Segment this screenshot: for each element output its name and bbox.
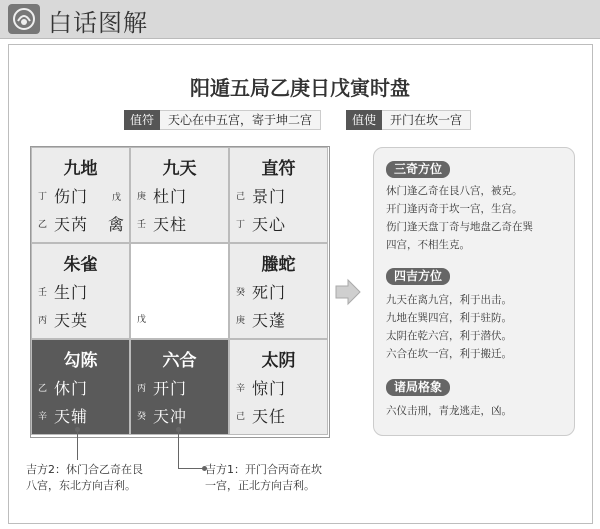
star-name: 天冲 bbox=[153, 407, 188, 426]
zhifu-label: 值符 bbox=[124, 110, 160, 130]
heaven-stem: 癸 bbox=[236, 288, 246, 298]
note-label: 吉方2： bbox=[26, 463, 66, 476]
note-lucky-1 bbox=[205, 462, 375, 494]
palace-xun-4 bbox=[31, 147, 130, 243]
palace-kan-1 bbox=[130, 339, 229, 435]
note-line: 一宫，正北方向吉利。 bbox=[205, 479, 315, 492]
chart-title: 阳遁五局乙庚日戊寅时盘 bbox=[190, 76, 410, 100]
palace-qian-6 bbox=[229, 339, 328, 435]
zhifu-value: 天心在中五宫，寄于坤二宫 bbox=[160, 110, 321, 130]
heaven-stem: 丁 bbox=[38, 192, 48, 202]
door-name: 开门 bbox=[153, 379, 188, 398]
palace-li-9 bbox=[130, 147, 229, 243]
note-line: 休门合乙奇在艮 bbox=[66, 463, 143, 476]
header-bar bbox=[0, 0, 600, 39]
palace-gen-8 bbox=[31, 339, 130, 435]
heaven-stem: 辛 bbox=[236, 384, 246, 394]
earth-stem: 辛 bbox=[38, 412, 48, 422]
star-name: 天芮 bbox=[54, 215, 89, 234]
star-name: 天辅 bbox=[54, 407, 89, 426]
text-line: 休门逢乙奇在艮八宫，被克。 bbox=[386, 185, 523, 197]
palace-god: 朱雀 bbox=[63, 255, 98, 275]
section-title: 诸局格象 bbox=[386, 379, 450, 396]
palace-dui-7 bbox=[229, 243, 328, 339]
palace-zhen-3 bbox=[31, 243, 130, 339]
note-line: 开门合丙奇在坎 bbox=[245, 463, 322, 476]
door-name: 景门 bbox=[252, 187, 287, 206]
zhishi-label: 值使 bbox=[346, 110, 382, 130]
star-name: 天英 bbox=[54, 311, 89, 330]
palace-god: 太阴 bbox=[261, 351, 296, 371]
zhishi-info bbox=[346, 110, 471, 130]
door-name: 杜门 bbox=[153, 187, 188, 206]
heaven-stem: 庚 bbox=[137, 192, 147, 202]
door-name: 生门 bbox=[54, 283, 89, 302]
text-line: 太阴在乾六宫，利于潜伏。 bbox=[386, 330, 512, 342]
zhishi-value: 开门在坎一宫 bbox=[382, 110, 471, 130]
palace-god: 螣蛇 bbox=[261, 255, 296, 275]
palace-god: 九地 bbox=[63, 159, 98, 179]
arrow-right-icon bbox=[335, 278, 361, 310]
section-body bbox=[386, 291, 571, 363]
header-title: 白话图解 bbox=[48, 9, 148, 37]
palace-god: 勾陈 bbox=[63, 351, 98, 371]
section-body bbox=[386, 402, 571, 420]
heaven-stem: 壬 bbox=[38, 288, 48, 298]
heaven-stem: 己 bbox=[236, 192, 246, 202]
palace-god: 九天 bbox=[162, 159, 197, 179]
text-line: 开门逢丙奇于坎一宫，生宫。 bbox=[386, 203, 523, 215]
earth-stem: 戊 bbox=[137, 315, 147, 325]
door-name: 伤门 bbox=[54, 187, 89, 206]
door-name: 休门 bbox=[54, 379, 89, 398]
explanation-panel bbox=[373, 147, 575, 436]
leader-line-left bbox=[77, 430, 78, 460]
star-name: 天蓬 bbox=[252, 311, 287, 330]
note-line: 八宫，东北方向吉利。 bbox=[26, 479, 136, 492]
earth-stem: 丁 bbox=[236, 220, 246, 230]
text-line: 六合在坎一宫，利于搬迁。 bbox=[386, 348, 512, 360]
section-title: 三奇方位 bbox=[386, 161, 450, 178]
door-name: 惊门 bbox=[252, 379, 287, 398]
palace-center-5 bbox=[130, 243, 229, 339]
section-title: 四吉方位 bbox=[386, 268, 450, 285]
logo-icon bbox=[8, 4, 40, 34]
text-line: 九地在巽四宫，利于驻防。 bbox=[386, 312, 512, 324]
extra-stem: 戊 bbox=[112, 193, 122, 203]
earth-stem: 壬 bbox=[137, 220, 147, 230]
text-line: 六仪击刑，青龙逃走，凶。 bbox=[386, 405, 512, 417]
earth-stem: 庚 bbox=[236, 316, 246, 326]
palace-kun-2 bbox=[229, 147, 328, 243]
earth-stem: 丙 bbox=[38, 316, 48, 326]
star-name: 天柱 bbox=[153, 215, 188, 234]
palace-god: 直符 bbox=[261, 159, 296, 179]
nine-palace-grid bbox=[30, 146, 330, 438]
text-line: 伤门逢天盘丁奇与地盘乙奇在巽 bbox=[386, 221, 533, 233]
note-lucky-2 bbox=[26, 462, 186, 494]
earth-stem: 癸 bbox=[137, 412, 147, 422]
extra-star: 禽 bbox=[108, 215, 125, 234]
zhifu-info bbox=[124, 110, 321, 130]
heaven-stem: 乙 bbox=[38, 384, 48, 394]
door-name: 死门 bbox=[252, 283, 287, 302]
star-name: 天心 bbox=[252, 215, 287, 234]
heaven-stem: 丙 bbox=[137, 384, 147, 394]
note-label: 吉方1： bbox=[205, 463, 245, 476]
text-line: 四宫，不相生克。 bbox=[386, 239, 470, 251]
star-name: 天任 bbox=[252, 407, 287, 426]
text-line: 九天在离九宫，利于出击。 bbox=[386, 294, 512, 306]
palace-god: 六合 bbox=[162, 351, 197, 371]
earth-stem: 己 bbox=[236, 412, 246, 422]
earth-stem: 乙 bbox=[38, 220, 48, 230]
section-body bbox=[386, 182, 571, 254]
